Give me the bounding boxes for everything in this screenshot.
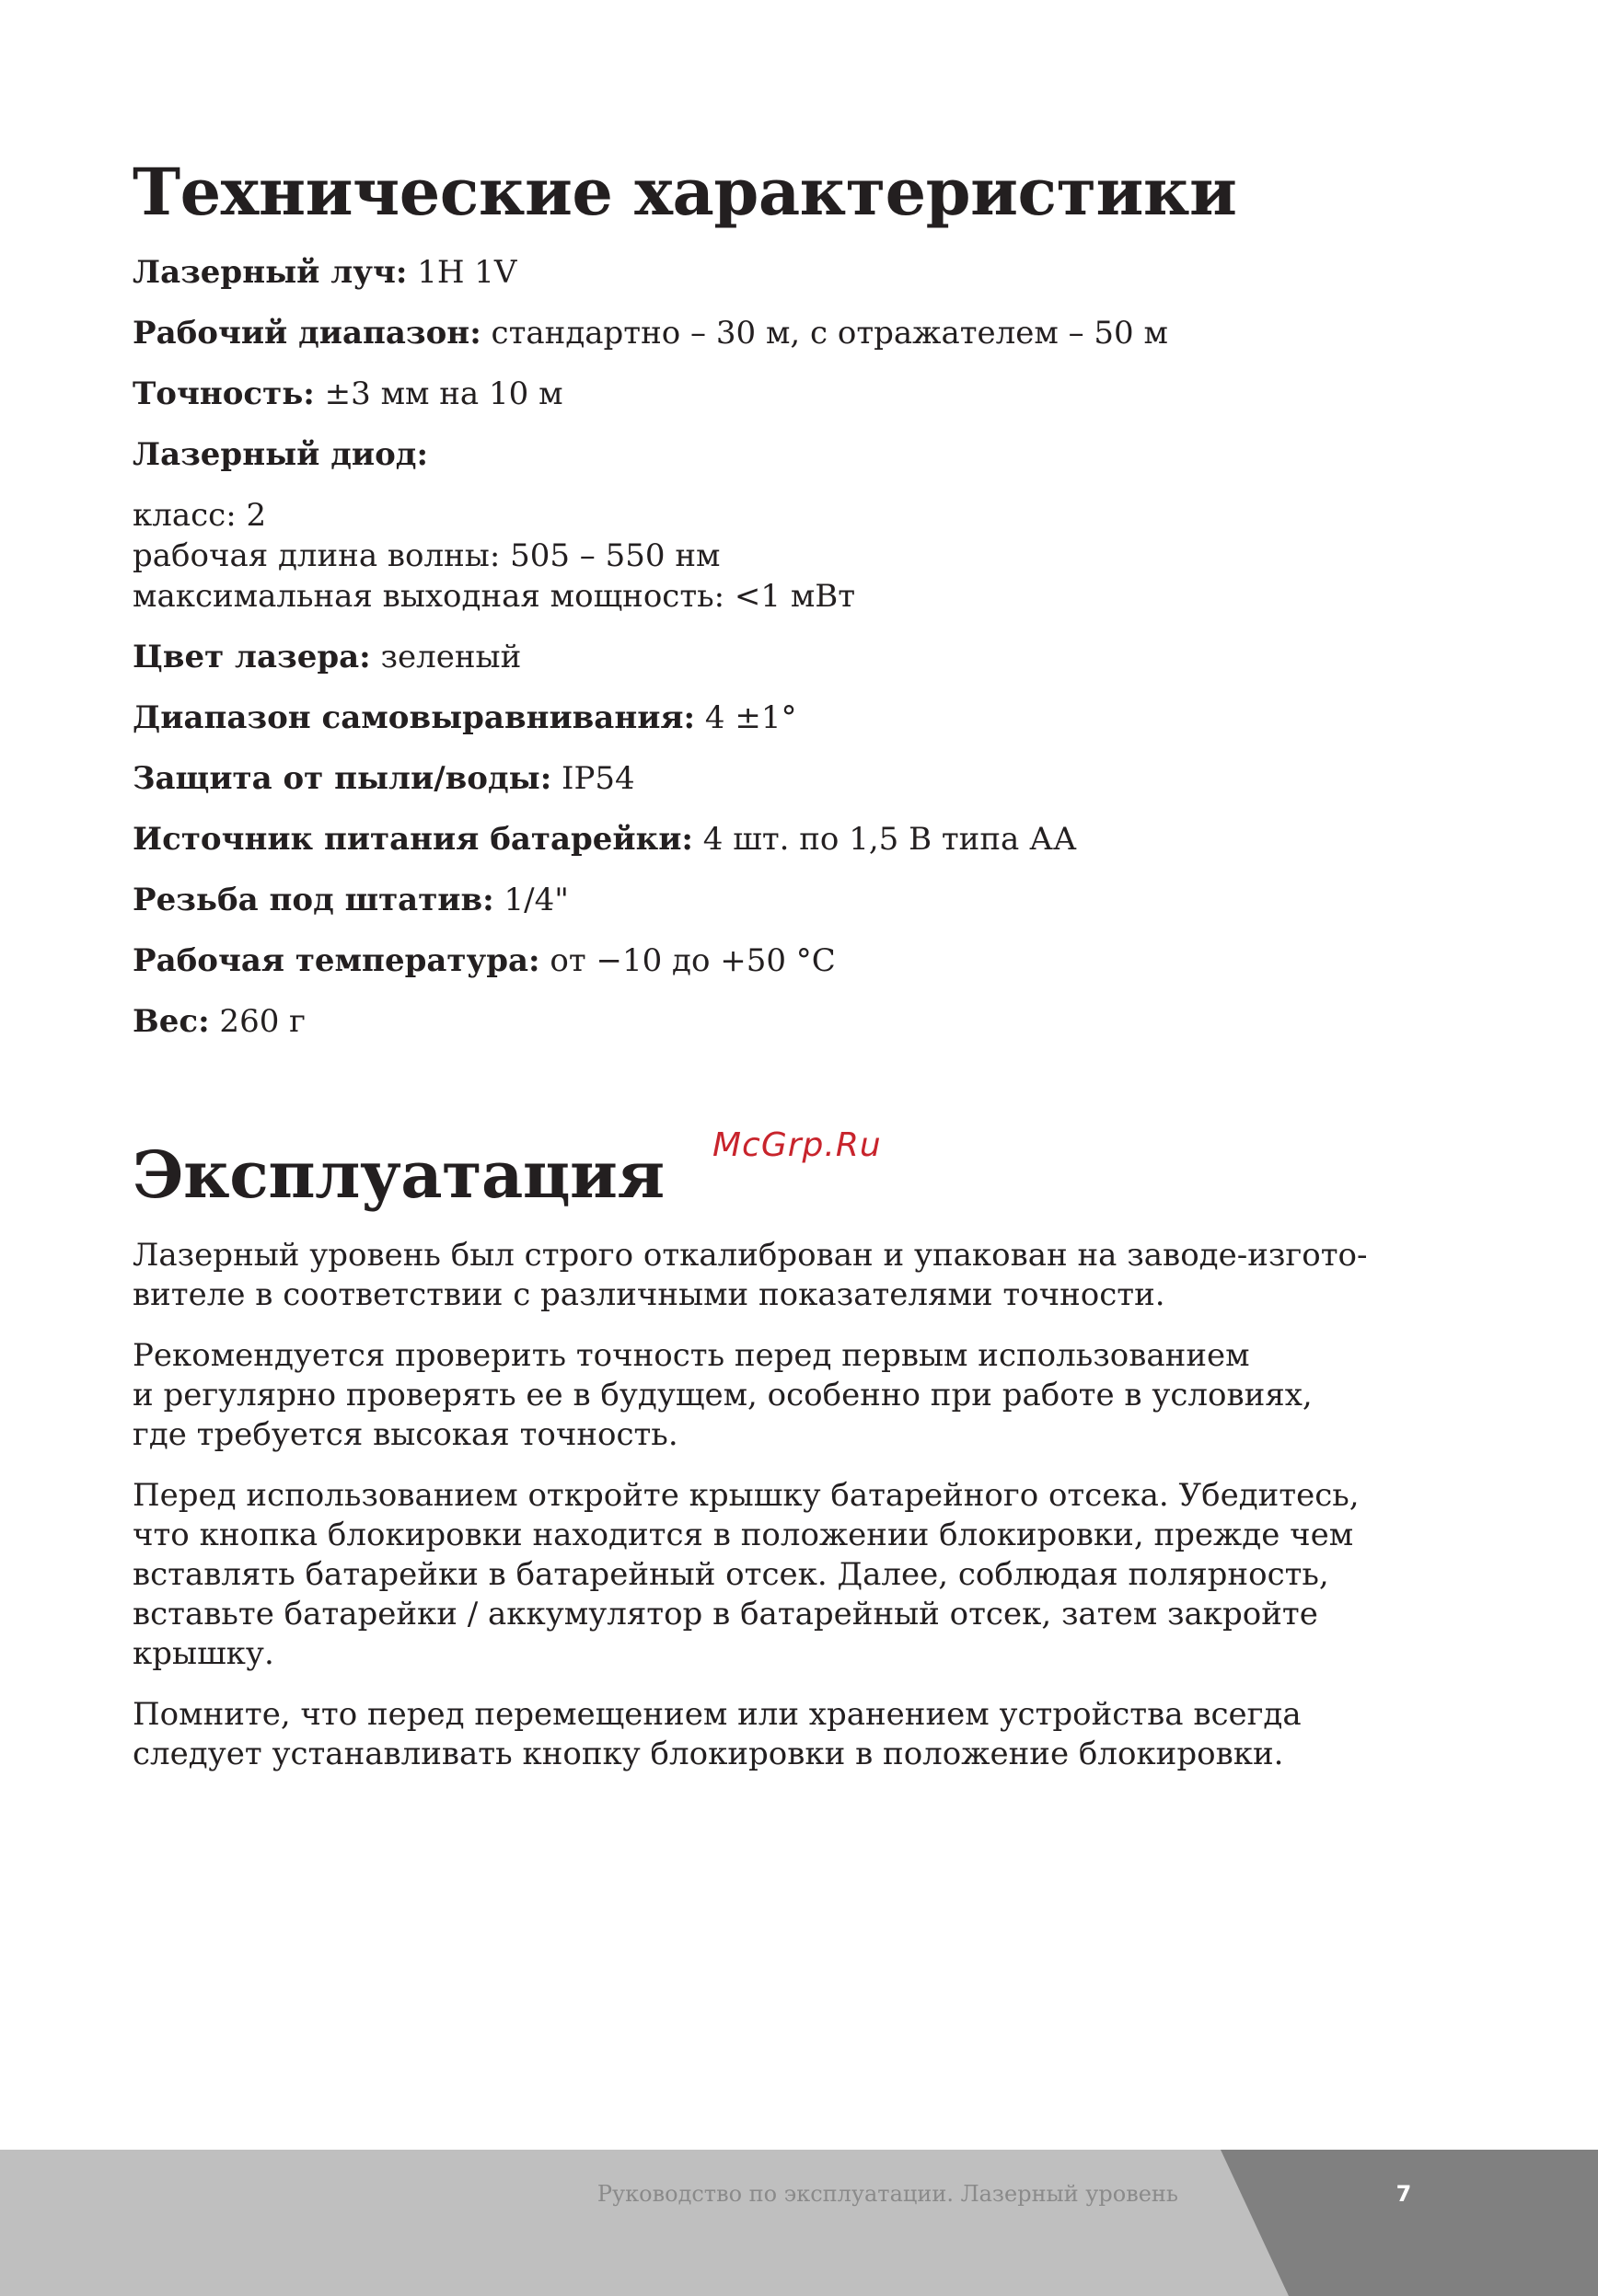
spec-label: Резьба под штатив:: [133, 882, 494, 918]
specs-heading: Технические характеристики: [133, 154, 1237, 230]
operation-heading: Эксплуатация: [133, 1136, 665, 1213]
spec-label: Рабочий диапазон:: [133, 315, 481, 352]
spec-value: зеленый: [370, 639, 522, 675]
diode-class: класс: 2: [133, 497, 267, 534]
paragraph-line: вставьте батарейки / аккумулятор в батарейный отсек, затем закройте: [133, 1596, 1318, 1633]
spec-row-temperature: [133, 940, 1495, 981]
watermark: McGrp.Ru: [712, 1126, 882, 1164]
spec-value: 260 г: [209, 1003, 306, 1040]
spec-row-range: [133, 313, 1495, 353]
paragraph-line: вставлять батарейки в батарейный отсек. Далее, соблюдая полярность,: [133, 1556, 1329, 1593]
page-number: 7: [1395, 2181, 1412, 2207]
spec-label: Цвет лазера:: [133, 639, 371, 675]
operation-paragraphs: [133, 1236, 1495, 1795]
spec-value: от −10 до +50 °С: [539, 942, 836, 979]
spec-value: 4 шт. по 1,5 В типа АА: [692, 821, 1077, 858]
paragraph-line: и регулярно проверять ее в будущем, особенно при работе в условиях,: [133, 1377, 1313, 1413]
paragraph-line: крышку.: [133, 1635, 274, 1672]
paragraph-line: Перед использованием откройте крышку батарейного отсека. Убедитесь,: [133, 1477, 1360, 1514]
spec-value: стандартно – 30 м, с отражателем – 50 м: [481, 315, 1168, 352]
page-footer: [0, 2150, 1598, 2296]
spec-row-laser-diode: [133, 434, 1495, 475]
paragraph-storage: [133, 1695, 1495, 1774]
diode-wavelength: рабочая длина волны: 505 – 550 нм: [133, 537, 721, 574]
spec-row-laser-color: [133, 637, 1495, 677]
spec-value: 1H 1V: [407, 254, 517, 291]
paragraph-line: Помните, что перед перемещением или хранением устройства всегда: [133, 1696, 1302, 1733]
spec-row-weight: [133, 1001, 1495, 1042]
spec-row-protection: [133, 758, 1495, 799]
paragraph-line: где требуется высокая точность.: [133, 1416, 678, 1453]
spec-label: Защита от пыли/воды:: [133, 760, 552, 797]
paragraph-accuracy-check: [133, 1336, 1495, 1455]
spec-label: Диапазон самовыравнивания:: [133, 699, 696, 736]
diode-power: максимальная выходная мощность: <1 мВт: [133, 578, 856, 615]
specs-list: [133, 252, 1495, 1062]
paragraph-line: что кнопка блокировки находится в положении блокировки, прежде чем: [133, 1517, 1354, 1553]
spec-row-power-source: [133, 819, 1495, 860]
diode-details: [133, 495, 1495, 617]
spec-label: Вес:: [133, 1003, 210, 1040]
spec-label: Лазерный луч:: [133, 254, 408, 291]
footer-background: [0, 2150, 1598, 2296]
spec-label: Точность:: [133, 375, 315, 412]
spec-value: ±3 мм на 10 м: [314, 375, 563, 412]
spec-row-tripod-thread: [133, 880, 1495, 920]
paragraph-line: следует устанавливать кнопку блокировки в положение блокировки.: [133, 1736, 1284, 1772]
spec-value: 1/4": [493, 882, 569, 918]
paragraph-line: Рекомендуется проверить точность перед первым использованием: [133, 1337, 1250, 1374]
paragraph-line: Лазерный уровень был строго откалиброван и упакован на заводе-изгото-: [133, 1237, 1368, 1274]
spec-label: Рабочая температура:: [133, 942, 540, 979]
spec-row-self-leveling: [133, 698, 1495, 738]
footer-title: Руководство по эксплуатации. Лазерный уровень: [596, 2181, 1178, 2207]
spec-label: Источник питания батарейки:: [133, 821, 693, 858]
spec-value: IP54: [551, 760, 635, 797]
paragraph-battery-install: [133, 1476, 1495, 1674]
paragraph-line: вителе в соответствии с различными показателями точности.: [133, 1276, 1165, 1313]
spec-row-laser-beam: [133, 252, 1495, 293]
spec-label: Лазерный диод:: [133, 436, 428, 473]
spec-value: 4 ±1°: [695, 699, 797, 736]
paragraph-calibration: [133, 1236, 1495, 1315]
spec-row-accuracy: [133, 374, 1495, 414]
